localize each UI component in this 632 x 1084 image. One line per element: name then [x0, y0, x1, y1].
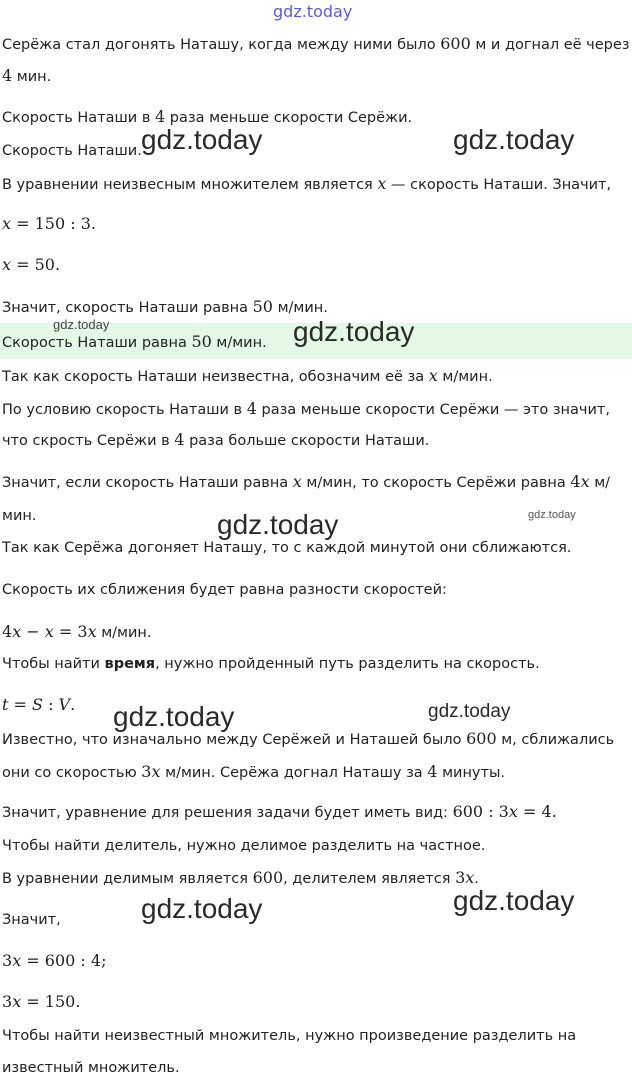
watermark: gdz.today [428, 701, 511, 722]
answer-line: Скорость Наташи равна 50 м/мин. [2, 332, 267, 351]
watermark: gdz.today [293, 316, 415, 347]
watermark: gdz.today [141, 124, 263, 155]
text-line: Серёжа стал догонять Наташу, когда между ними было 600 м и догнал её через [2, 34, 630, 53]
math-line: 4x − x = 3x м/мин. [2, 622, 152, 641]
math-line: 3x = 150. [2, 992, 81, 1011]
watermark: gdz.today [453, 124, 575, 155]
text-line: По условию скорость Наташи в 4 раза меньше скорости Серёжи — это значит, [2, 399, 610, 418]
math-line: t = S : V. [2, 695, 76, 714]
math-line: x = 150 : 3. [2, 214, 96, 233]
text-line: Скорость Наташи в 4 раза меньше скорости Серёжи. [2, 107, 413, 126]
text-line: они со скоростью 3x м/мин. Серёжа догнал Наташу за 4 минуты. [2, 762, 506, 781]
text-line: Значит, уравнение для решения задачи будет иметь вид: 600 : 3x = 4. [2, 802, 557, 821]
text-line: Значит, если скорость Наташи равна x м/мин, то скорость Серёжи равна 4x м/ [2, 472, 611, 491]
watermark-top: gdz.today [273, 2, 353, 21]
text-line: Известно, что изначально между Серёжей и Наташей было 600 м, сближались [2, 729, 615, 748]
watermark: gdz.today [453, 885, 575, 916]
text-line: Чтобы найти делитель, нужно делимое разделить на частное. [2, 838, 486, 854]
text-line: Скорость их сближения будет равна разности скоростей: [2, 582, 447, 598]
math-line: 3x = 600 : 4; [2, 951, 107, 970]
watermark: gdz.today [141, 893, 263, 924]
text-line: В уравнении неизвесным множителем является x — скорость Наташи. Значит, [2, 174, 612, 193]
text-line: Чтобы найти неизвестный множитель, нужно произведение разделить на [2, 1028, 577, 1044]
text-line: что скрость Серёжи в 4 раза больше скорости Наташи. [2, 430, 430, 449]
text-line: В уравнении делимым является 600, делителем является 3x. [2, 868, 479, 887]
text-line: Так как Серёжа догоняет Наташу, то с каждой минутой они сближаются. [2, 540, 572, 556]
math-line: x = 50. [2, 255, 61, 274]
text-line: Чтобы найти время, нужно пройденный путь разделить на скорость. [2, 656, 540, 672]
watermark: gdz.today [113, 701, 235, 732]
watermark: gdz.today [528, 509, 576, 521]
text-line: мин. [2, 508, 37, 524]
watermark: gdz.today [53, 317, 110, 332]
text-line: 4 мин. [2, 66, 52, 85]
watermark: gdz.today [217, 509, 339, 540]
text-line: Значит, скорость Наташи равна 50 м/мин. [2, 297, 328, 316]
text-line: Значит, [2, 912, 61, 928]
text-line: Скорость Наташи. [2, 143, 142, 159]
text-line: известный множитель. [2, 1060, 180, 1076]
text-line: Так как скорость Наташи неизвестна, обозначим её за x м/мин. [2, 366, 493, 385]
